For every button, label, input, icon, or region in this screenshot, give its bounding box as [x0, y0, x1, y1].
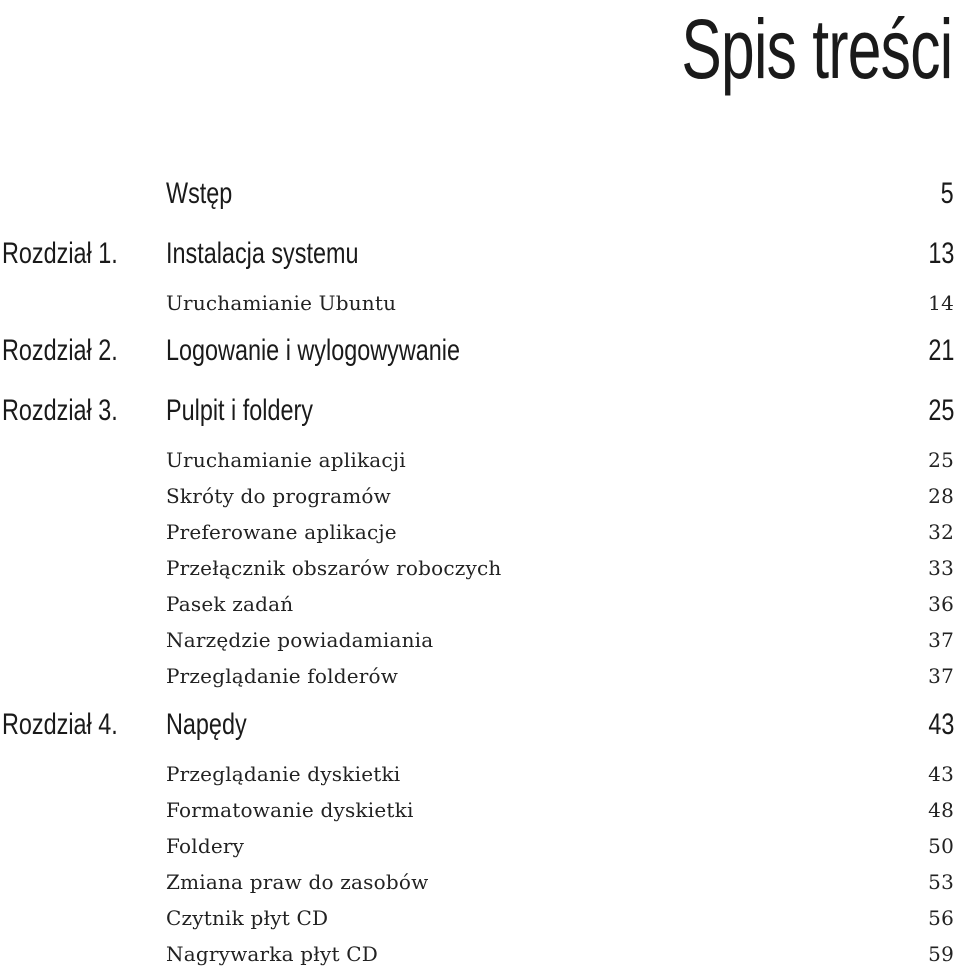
- chapter-page-number: 21: [927, 334, 954, 367]
- section-page-number: 56: [928, 906, 954, 930]
- section-page-number: 37: [928, 628, 954, 652]
- section-page-number: 48: [928, 798, 954, 822]
- chapter-label: Rozdział 3.: [2, 394, 118, 427]
- chapter-page-number: 5: [940, 177, 954, 210]
- section-page-number: 36: [928, 592, 954, 616]
- toc-section-row[interactable]: [0, 469, 960, 509]
- section-title: Foldery: [166, 834, 245, 858]
- section-page-number: 14: [928, 291, 954, 315]
- section-title: Skróty do programów: [166, 484, 391, 508]
- chapter-title: Pulpit i foldery: [166, 394, 313, 427]
- toc-section-row[interactable]: [0, 927, 960, 967]
- section-title: Formatowanie dyskietki: [166, 798, 414, 822]
- section-title: Przeglądanie folderów: [166, 664, 399, 688]
- chapter-page-number: 13: [927, 237, 954, 270]
- chapter-label: Rozdział 2.: [2, 334, 118, 367]
- toc-section-row[interactable]: [0, 613, 960, 653]
- section-title: Czytnik płyt CD: [166, 906, 329, 930]
- chapter-title: Napędy: [166, 708, 247, 741]
- section-title: Uruchamianie Ubuntu: [166, 291, 397, 315]
- page-title: Spis treści: [680, 2, 952, 96]
- toc-section-row[interactable]: [0, 855, 960, 895]
- toc-section-row[interactable]: [0, 577, 960, 617]
- section-page-number: 33: [928, 556, 954, 580]
- section-page-number: 50: [928, 834, 954, 858]
- section-title: Preferowane aplikacje: [166, 520, 397, 544]
- toc-section-row[interactable]: [0, 649, 960, 689]
- toc-section-row[interactable]: [0, 747, 960, 787]
- chapter-label: Rozdział 4.: [2, 708, 118, 741]
- section-title: Przełącznik obszarów roboczych: [166, 556, 502, 580]
- toc-section-row[interactable]: [0, 505, 960, 545]
- section-page-number: 53: [928, 870, 954, 894]
- section-title: Narzędzie powiadamiania: [166, 628, 434, 652]
- section-title: Uruchamianie aplikacji: [166, 448, 406, 472]
- toc-chapter-row[interactable]: [0, 233, 960, 273]
- toc-chapter-row[interactable]: [0, 390, 960, 430]
- toc-section-row[interactable]: [0, 276, 960, 316]
- section-page-number: 32: [928, 520, 954, 544]
- section-title: Zmiana praw do zasobów: [166, 870, 429, 894]
- chapter-title: Wstęp: [166, 177, 233, 210]
- chapter-page-number: 43: [927, 708, 954, 741]
- chapter-title: Logowanie i wylogowywanie: [166, 334, 460, 367]
- section-page-number: 43: [928, 762, 954, 786]
- toc-section-row[interactable]: [0, 433, 960, 473]
- section-title: Pasek zadań: [166, 592, 294, 616]
- section-page-number: 59: [928, 942, 954, 966]
- toc-section-row[interactable]: [0, 541, 960, 581]
- toc-chapter-row[interactable]: [0, 704, 960, 744]
- toc-section-row[interactable]: [0, 891, 960, 931]
- section-page-number: 37: [928, 664, 954, 688]
- toc-section-row[interactable]: [0, 819, 960, 859]
- toc-chapter-row[interactable]: [0, 173, 960, 213]
- chapter-label: Rozdział 1.: [2, 237, 118, 270]
- section-title: Nagrywarka płyt CD: [166, 942, 379, 966]
- chapter-title: Instalacja systemu: [166, 237, 359, 270]
- toc-section-row[interactable]: [0, 783, 960, 823]
- chapter-page-number: 25: [927, 394, 954, 427]
- section-title: Przeglądanie dyskietki: [166, 762, 401, 786]
- section-page-number: 28: [928, 484, 954, 508]
- section-page-number: 25: [928, 448, 954, 472]
- toc-chapter-row[interactable]: [0, 330, 960, 370]
